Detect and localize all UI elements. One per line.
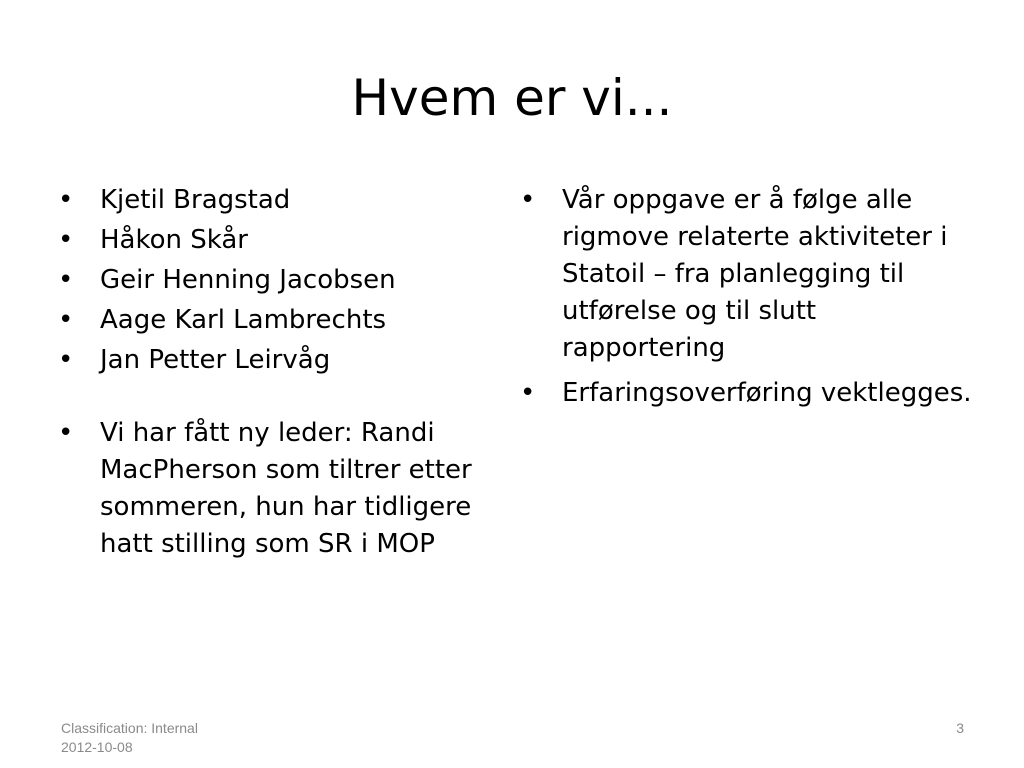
list-item-text: Vi har fått ny leder: Randi MacPherson som tiltrer etter sommeren, hun har tidligere hatt stilling som SR i MOP	[100, 418, 472, 559]
bullet-icon: •	[58, 185, 74, 215]
footer-classification: Classification: Internal	[61, 720, 198, 736]
list-item	[58, 182, 498, 219]
footer-date: 2012-10-08	[61, 739, 133, 755]
list-item	[58, 415, 498, 563]
bullet-icon: •	[520, 185, 536, 215]
list-item	[520, 182, 975, 367]
bullet-icon: •	[58, 225, 74, 255]
page-number: 3	[956, 720, 964, 736]
bullet-icon: •	[58, 418, 74, 448]
bullet-icon: •	[520, 378, 536, 408]
list-item-text: Jan Petter Leirvåg	[100, 345, 331, 375]
list-item	[58, 342, 498, 379]
list-item	[58, 262, 498, 299]
list-item	[58, 222, 498, 259]
right-bullet-list	[520, 182, 975, 420]
list-item-text: Geir Henning Jacobsen	[100, 265, 396, 295]
list-item	[58, 302, 498, 339]
left-bullet-list	[58, 182, 498, 571]
list-item-text: Aage Karl Lambrechts	[100, 305, 387, 335]
list-item-text: Vår oppgave er å følge alle rigmove relaterte aktiviteter i Statoil – fra planlegging til utførelse og til slutt rapportering	[562, 185, 948, 363]
list-item-text: Håkon Skår	[100, 225, 248, 255]
slide-title: Hvem er vi...	[351, 69, 673, 127]
bullet-icon: •	[58, 305, 74, 335]
list-item-text: Erfaringsoverføring vektlegges.	[562, 378, 972, 408]
bullet-icon: •	[58, 265, 74, 295]
list-item-text: Kjetil Bragstad	[100, 185, 291, 215]
bullet-icon: •	[58, 345, 74, 375]
list-item	[520, 375, 975, 412]
